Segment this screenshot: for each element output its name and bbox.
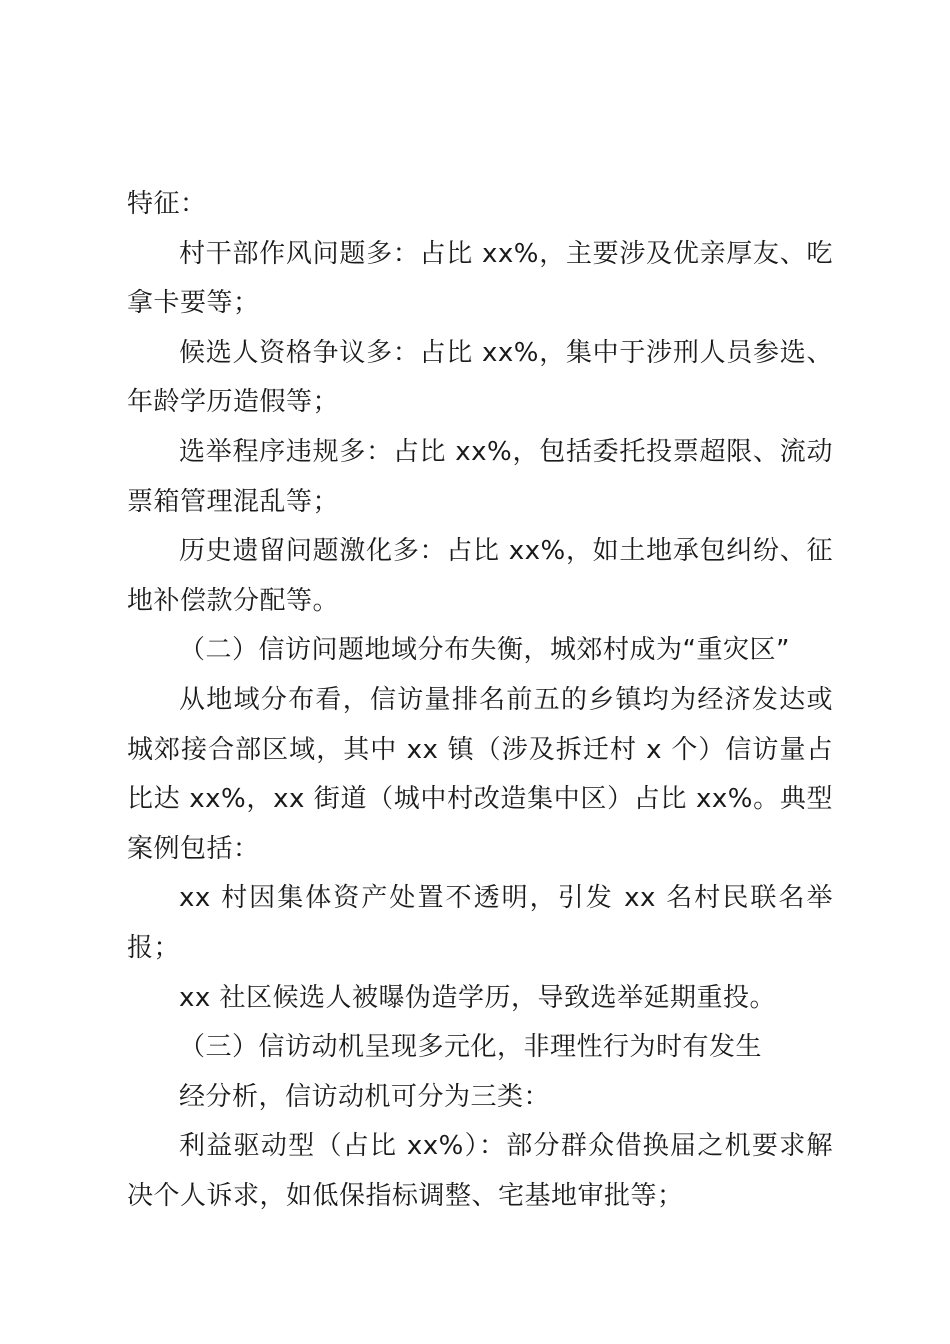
section-heading-regional-distribution: （二）信访问题地域分布失衡，城郊村成为“重灾区” xyxy=(179,635,790,666)
paragraph-candidate-eligibility: 候选人资格争议多：占比 xx%，集中于涉刑人员参选、年龄学历造假等； xyxy=(127,337,833,418)
paragraph-features-label: 特征： xyxy=(127,189,207,219)
paragraph-cadre-conduct: 村干部作风问题多：占比 xx%，主要涉及优亲厚友、吃拿卡要等； xyxy=(127,238,833,319)
paragraph-case-collective-assets: xx 村因集体资产处置不透明，引发 xx 名村民联名举报； xyxy=(127,883,833,963)
document-body xyxy=(127,180,833,1221)
paragraph-election-procedure: 选举程序违规多：占比 xx%，包括委托投票超限、流动票箱管理混乱等； xyxy=(127,436,833,517)
paragraph-case-fake-degree: xx 社区候选人被曝伪造学历，导致选举延期重投。 xyxy=(179,982,777,1013)
paragraph-motivation-intro: 经分析，信访动机可分为三类： xyxy=(179,1081,551,1112)
section-heading-motivation: （三）信访动机呈现多元化，非理性行为时有发生 xyxy=(179,1032,763,1063)
paragraph-regional-analysis: 从地域分布看，信访量排名前五的乡镇均为经济发达或城郊接合部区域，其中 xx 镇（涉及拆迁村 x 个）信访量占比达 xx%，xx 街道（城中村改造集中区）占比 xx%。典型案例包括： xyxy=(127,684,833,864)
paragraph-historical-issues: 历史遗留问题激化多：占比 xx%，如土地承包纠纷、征地补偿款分配等。 xyxy=(127,536,833,616)
paragraph-interest-driven: 利益驱动型（占比 xx%）：部分群众借换届之机要求解决个人诉求，如低保指标调整、宅基地审批等； xyxy=(127,1131,833,1211)
